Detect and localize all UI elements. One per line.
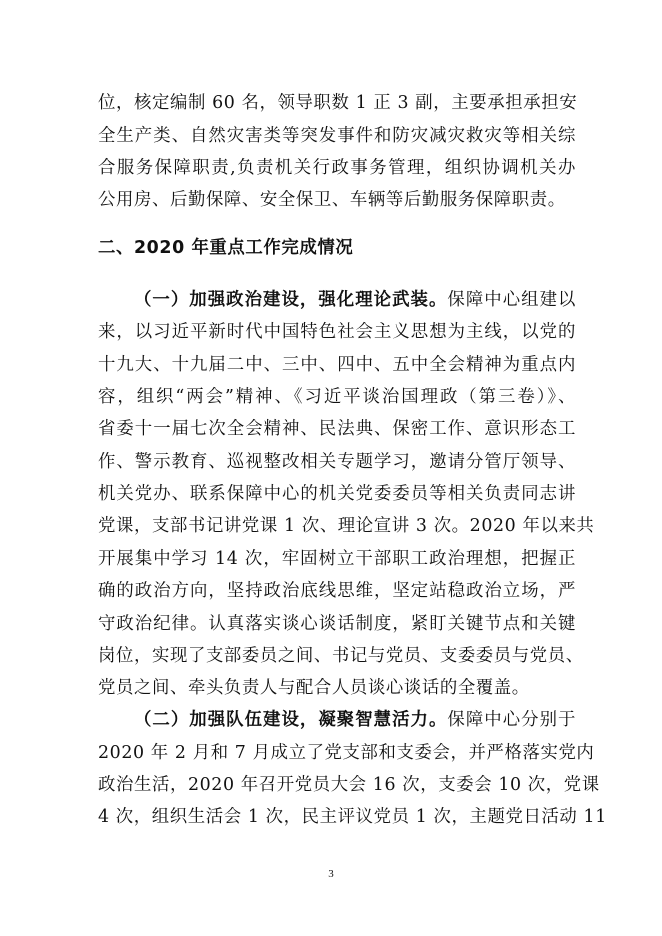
part1-line: 确的政治方向，坚持政治底线思维，坚定站稳政治立场，严 [98,581,576,601]
part2-line: 4 次，组织生活会 1 次，民主评议党员 1 次，主题党日活动 11 [98,807,607,827]
intro-line-1: 位，核定编制 60 名，领导职数 1 正 3 副，主要承担承担安 [98,93,578,113]
part2-first-line [134,712,576,729]
part2-first-line-rest: 保障中心分别于 [447,710,577,730]
part2-line: 2020 年 2 月和 7 月成立了党支部和支委会，并严格落实党内 [98,743,595,763]
part1-line: 作、警示教育、巡视整改相关专题学习，邀请分管厅领导、 [98,452,576,472]
part1-first-line [134,292,576,309]
part1-first-line-rest: 保障中心组建以 [447,290,577,310]
part1-line: 省委十一届七次全会精神、民法典、保密工作、意识形态工 [98,419,576,439]
part1-line: 守政治纪律。认真落实谈心谈话制度，紧盯关键节点和关键 [98,614,576,634]
part1-title: （一）加强政治建设，强化理论武装。 [134,290,448,310]
part1-line: 党课，支部书记讲党课 1 次、理论宣讲 3 次。2020 年以来共 [98,516,595,536]
part1-line: 岗位，实现了支部委员之间、书记与党员、支委委员与党员、 [98,646,584,666]
page-number: 3 [328,868,334,880]
part1-line: 党员之间、牵头负责人与配合人员谈心谈话的全覆盖。 [98,678,530,698]
intro-line-2: 全生产类、自然灾害类等突发事件和防灾减灾救灾等相关综 [98,126,576,146]
part1-line: 十九大、十九届二中、三中、四中、五中全会精神为重点内 [98,355,576,375]
part1-line: 机关党办、联系保障中心的机关党委委员等相关负责同志讲 [98,484,576,504]
intro-line-4: 公用房、后勤保障、安全保卫、车辆等后勤服务保障职责。 [98,190,566,210]
part1-line: 开展集中学习 14 次，牢固树立干部职工政治理想，把握正 [98,549,576,569]
intro-line-3: 合服务保障职责,负责机关行政事务管理，组织协调机关办 [98,158,576,178]
section-heading: 二、2020 年重点工作完成情况 [98,238,354,258]
part2-title: （二）加强队伍建设，凝聚智慧活力。 [134,710,448,730]
part2-line: 政治生活，2020 年召开党员大会 16 次，支委会 10 次，党课 [98,775,600,795]
part1-line: 容，组织“两会”精神、《习近平谈治国理政（第三卷）》、 [98,387,576,407]
part1-line: 来，以习近平新时代中国特色社会主义思想为主线，以党的 [98,322,576,342]
